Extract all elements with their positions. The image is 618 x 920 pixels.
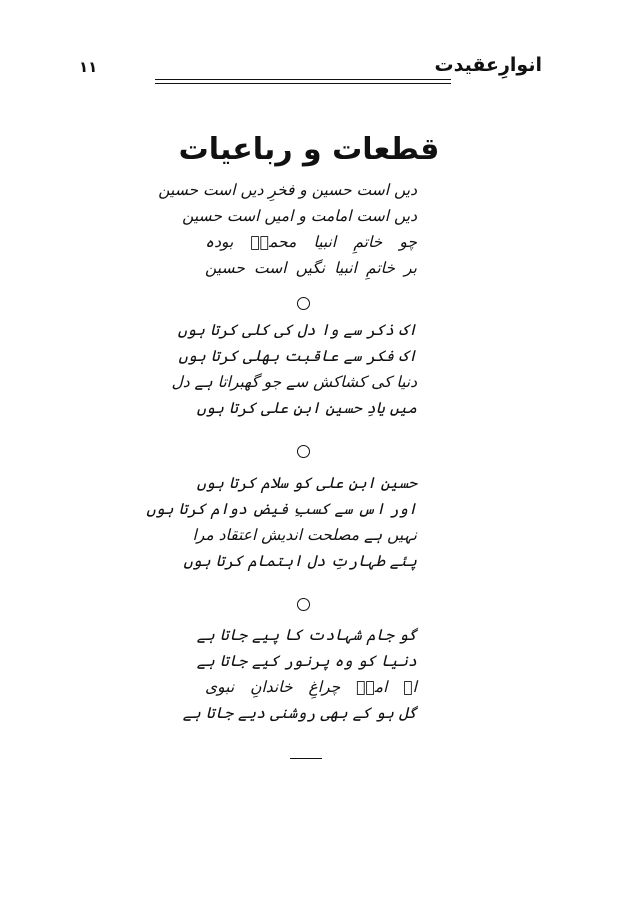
verse-line: گو جام شہادت کا پیے جاتا ہے [196,626,417,644]
verse-line: نہیں ہے مصلحت اندیش اعتقاد مرا [192,526,417,544]
verse-line: چو خاتمِ انبیا محمدؐ بودہ [205,233,417,251]
verse-line: اک فکر سے عاقبت بھلی کرتا ہوں [178,347,417,365]
verse-line: گل ہو کے بھی روشنی دیے جاتا ہے [182,704,417,722]
verse-line: میں یادِ حسین ابنِ علی کرتا ہوں [196,399,417,417]
end-rule [290,758,322,759]
verse-line: اے امنؔ چراغِ خاندانِ نبوی [205,678,417,696]
verse-line: اک ذکر سے وا دل کی کلی کرتا ہوں [177,321,417,339]
page-number: ۱۱ [79,58,98,76]
circle-ornament-icon [297,598,310,611]
header-rule-bottom [155,83,451,84]
stanza-4 [182,622,417,726]
circle-ornament-icon [297,445,310,458]
stanza-2 [171,317,417,421]
section-heading: قطعات و رباعیات [178,132,440,167]
verse-line: دنیا کو وہ پرنور کیے جاتا ہے [196,652,417,670]
verse-line: حسین ابنِ علی کو سلام کرتا ہوں [196,474,417,492]
circle-ornament-icon [297,297,310,310]
verse-line: پئے طہارتِ دل اہتمام کرتا ہوں [183,552,417,570]
stanza-1 [158,177,417,281]
verse-line: دنیا کی کشاکش سے جو گھبراتا ہے دل [171,373,417,391]
verse-line: بر خاتمِ انبیا نگیں است حسین [205,259,417,277]
verse-line: اور اس سے کسبِ فیض دوام کرتا ہوں [146,500,417,518]
verse-line: دیں است حسین و فخرِ دیں است حسین [158,181,417,199]
running-header-title: انوارِعقیدت [434,54,542,76]
header-rule-top [155,79,451,80]
stanza-3 [146,470,417,574]
verse-line: دیں است امامت و امیں است حسین [182,207,417,225]
